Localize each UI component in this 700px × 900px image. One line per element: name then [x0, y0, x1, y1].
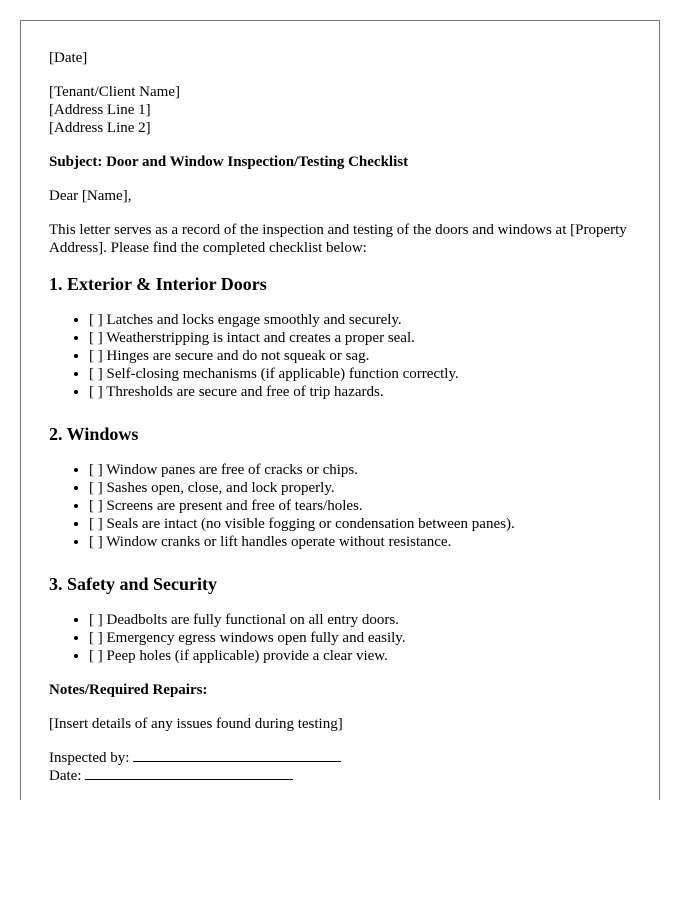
inspected-by-label: Inspected by:	[49, 750, 130, 766]
checklist-windows	[49, 461, 631, 551]
checklist-item: • [ ] Weatherstripping is intact and creates a proper seal.	[89, 329, 631, 347]
salutation: Dear [Name],	[49, 188, 132, 204]
checklist-item: • [ ] Window cranks or lift handles operate without resistance.	[89, 533, 631, 551]
date-signature-field[interactable]	[85, 767, 293, 780]
checklist-doors	[49, 311, 631, 401]
checklist-item: • [ ] Self-closing mechanisms (if applicable) function correctly.	[89, 365, 631, 383]
recipient-name: [Tenant/Client Name]	[49, 84, 180, 100]
notes-text: [Insert details of any issues found during testing]	[49, 716, 343, 732]
letter-date-block	[49, 49, 631, 67]
date-label: Date:	[49, 768, 82, 784]
date-line	[49, 767, 631, 785]
letter-date: [Date]	[49, 50, 88, 66]
checklist-item: • [ ] Thresholds are secure and free of trip hazards.	[89, 383, 631, 401]
letter-subject: Subject: Door and Window Inspection/Testing Checklist	[49, 154, 409, 170]
address-line-2: [Address Line 2]	[49, 120, 151, 136]
inspected-by-signature-field[interactable]	[133, 749, 341, 762]
address-line-1: [Address Line 1]	[49, 102, 151, 118]
checklist-item: • [ ] Seals are intact (no visible fogging or condensation between panes).	[89, 515, 631, 533]
checklist-item: • [ ] Latches and locks engage smoothly and securely.	[89, 311, 631, 329]
checklist-item: • [ ] Hinges are secure and do not squeak or sag.	[89, 347, 631, 365]
checklist-item: • [ ] Screens are present and free of tears/holes.	[89, 497, 631, 515]
checklist-item: • [ ] Window panes are free of cracks or chips.	[89, 461, 631, 479]
intro-paragraph: This letter serves as a record of the inspection and testing of the doors and windows at [Property Address]. Please find the completed checklist below:	[49, 222, 627, 256]
checklist-item: • [ ] Sashes open, close, and lock properly.	[89, 479, 631, 497]
section-heading-doors: 1. Exterior & Interior Doors	[49, 274, 267, 294]
checklist-item: • [ ] Emergency egress windows open fully and easily.	[89, 629, 631, 647]
checklist-safety	[49, 611, 631, 665]
checklist-item: • [ ] Deadbolts are fully functional on all entry doors.	[89, 611, 631, 629]
section-heading-safety: 3. Safety and Security	[49, 574, 217, 594]
letter-page	[20, 20, 660, 800]
notes-label: Notes/Required Repairs:	[49, 682, 208, 698]
signature-block	[49, 749, 631, 785]
section-heading-windows: 2. Windows	[49, 424, 139, 444]
recipient-address-block	[49, 83, 631, 137]
inspected-by-line	[49, 749, 631, 767]
checklist-item: • [ ] Peep holes (if applicable) provide a clear view.	[89, 647, 631, 665]
